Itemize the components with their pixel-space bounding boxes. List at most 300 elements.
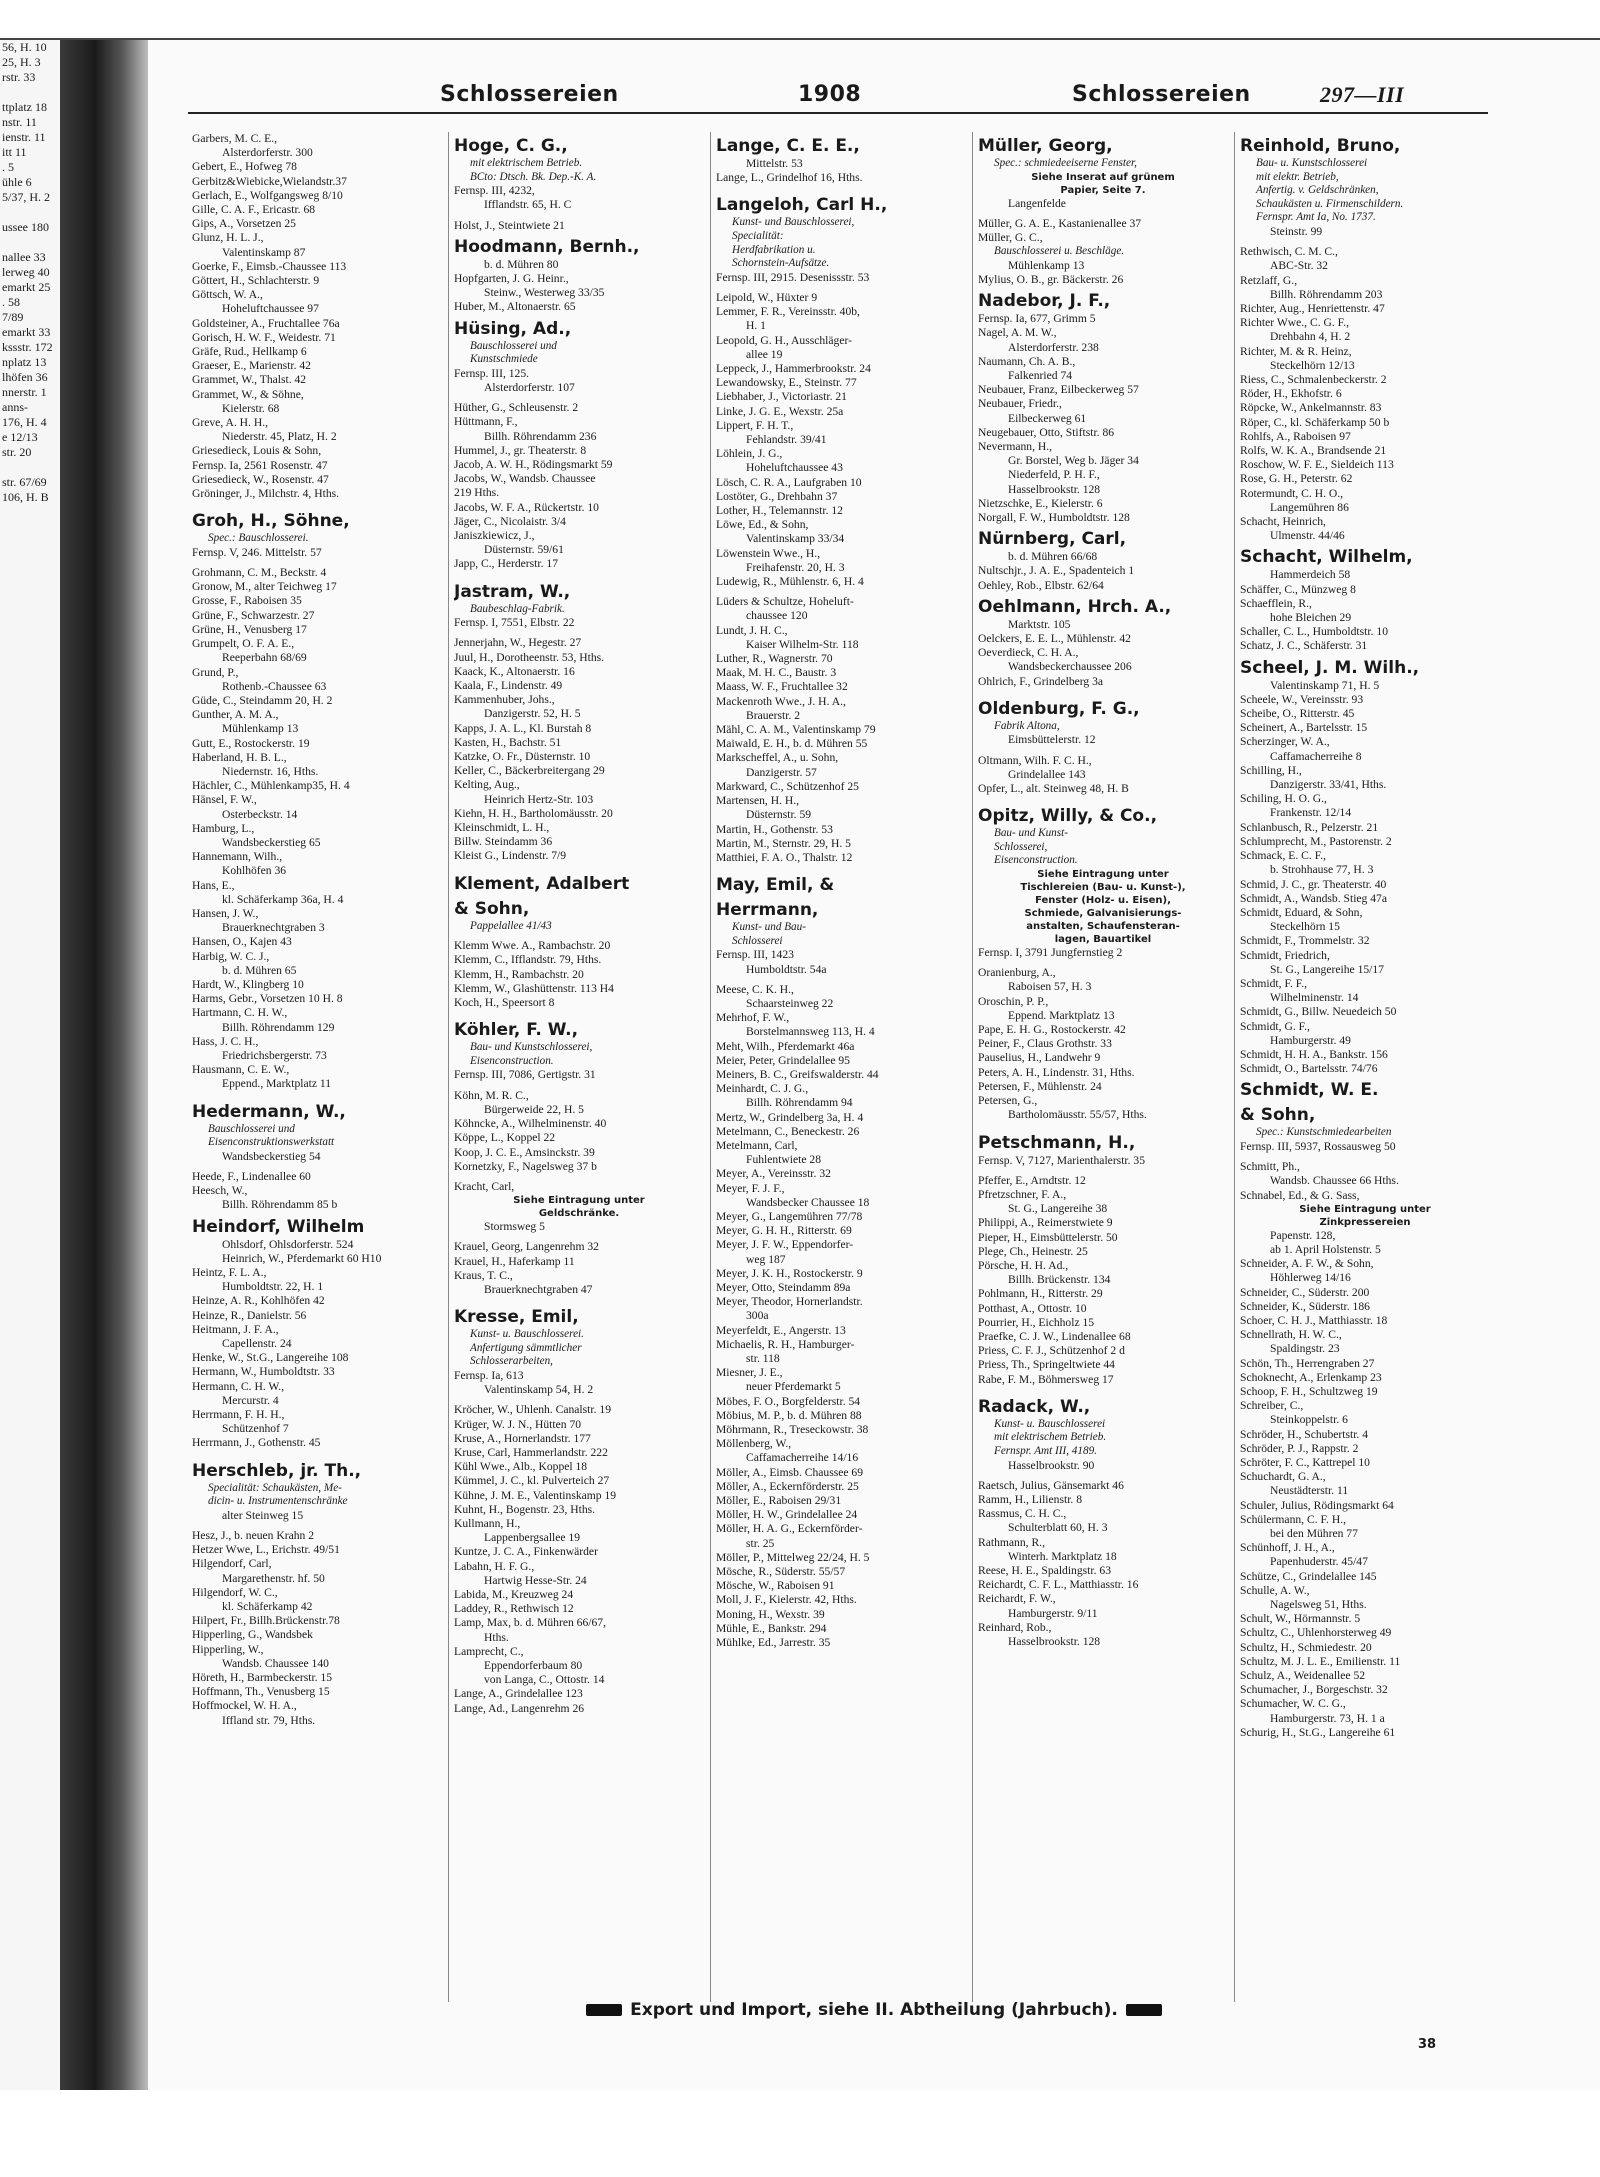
directory-entry: Meyer, Otto, Steindamm 89a	[716, 1280, 851, 1294]
directory-entry: Köhncke, A., Wilhelminenstr. 40	[454, 1117, 607, 1131]
directory-entry: Juul, H., Dorotheenstr. 53, Hths.	[454, 650, 605, 664]
directory-entry: Schütze, C., Grindelallee 145	[1240, 1569, 1377, 1583]
prev-page-fragment	[0, 460, 60, 475]
directory-entry: Krauel, Georg, Langenrehm 32	[454, 1240, 599, 1254]
firm-name-heading: Oldenburg, F. G.,	[978, 698, 1140, 719]
directory-entry: Fernsp. III, 125.	[454, 366, 530, 380]
entry-address-line: Hamburgerstr. 49	[1270, 1033, 1351, 1047]
column-4	[978, 132, 1228, 2002]
directory-entry: Schiling, H. O. G.,	[1240, 792, 1327, 806]
directory-entry: Oroschin, P. P.,	[978, 994, 1049, 1008]
directory-entry: Nevermann, H.,	[978, 440, 1053, 454]
footer-reference	[148, 2000, 1600, 2020]
firm-specialty: Baubeschlag-Fabrik.	[470, 602, 565, 615]
entry-address-line: Humboldtstr. 54a	[746, 962, 827, 976]
cross-reference-note: Papier, Seite 7.	[1060, 184, 1146, 196]
directory-entry: Schuler, Julius, Rödingsmarkt 64	[1240, 1498, 1394, 1512]
directory-entry: Fernsp. III, 1423	[716, 948, 794, 962]
entry-address-line: Danzigerstr. 57	[746, 765, 817, 779]
directory-entry: Krauel, H., Haferkamp 11	[454, 1254, 575, 1268]
directory-entry: Schumacher, W. C. G.,	[1240, 1697, 1346, 1711]
directory-entry: Holst, J., Steintwiete 21	[454, 218, 565, 232]
directory-entry: Hermann, C. H. W.,	[192, 1379, 285, 1393]
entry-address-line: Eilbeckerweg 61	[1008, 411, 1087, 425]
directory-entry: Schuchardt, G. A.,	[1240, 1470, 1326, 1484]
firm-name-heading: Hoge, C. G.,	[454, 136, 568, 156]
directory-entry: Möhrmann, R., Treseckowstr. 38	[716, 1423, 869, 1436]
directory-entry: Pape, E. H. G., Rostockerstr. 42	[978, 1023, 1126, 1037]
directory-entry: Schäffer, C., Münzweg 8	[1240, 582, 1356, 596]
entry-address-line: Friedrichsbergerstr. 73	[222, 1048, 327, 1062]
directory-entry: Leipold, W., Hüxter 9	[716, 290, 818, 304]
entry-address-line: Nagelsweg 51, Hths.	[1270, 1598, 1367, 1612]
directory-entry: Möller, A., Eimsb. Chaussee 69	[716, 1465, 864, 1479]
directory-entry: Mähl, C. A. M., Valentinskamp 79	[716, 723, 876, 737]
firm-name-heading: May, Emil, &	[716, 875, 835, 896]
firm-specialty: dicin- u. Instrumentenschränke	[208, 1495, 348, 1508]
directory-entry: Jacob, A. W. H., Rödingsmarkt 59	[454, 458, 613, 472]
directory-entry: Möbes, F. O., Borgfelderstr. 54	[716, 1394, 861, 1408]
directory-entry: Grohmann, C. M., Beckstr. 4	[192, 566, 327, 580]
directory-entry: Mösche, R., Süderstr. 55/57	[716, 1565, 846, 1579]
directory-entry: Schurig, H., St.G., Langereihe 61	[1240, 1725, 1396, 1739]
firm-specialty: Bau- u. Kunstschlosserei	[1256, 157, 1368, 169]
directory-entry: Reichardt, C. F. L., Matthiasstr. 16	[978, 1578, 1139, 1592]
firm-name-heading: Lange, C. E. E.,	[716, 136, 860, 156]
directory-entry: Fernsp. III, 4232,	[454, 184, 535, 198]
directory-entry: Mehrhof, F. W.,	[716, 1011, 790, 1025]
directory-entry: Gips, A., Vorsetzen 25	[192, 217, 296, 231]
entry-address-line: Wandsb. Chaussee 66 Hths.	[1270, 1174, 1399, 1188]
firm-name-heading: Köhler, F. W.,	[454, 1020, 579, 1041]
directory-entry: Hilgendorf, Carl,	[192, 1557, 272, 1571]
directory-entry: Schacht, Heinrich,	[1240, 515, 1326, 529]
firm-specialty: Spec.: Kunstschmiedearbeiten	[1256, 1126, 1392, 1139]
directory-entry: Kasten, H., Bachstr. 51	[454, 735, 562, 749]
entry-address-line: Danzigerstr. 33/41, Hths.	[1270, 778, 1387, 792]
prev-page-fragment: itt 11	[2, 145, 27, 159]
directory-entry: Rassmus, C. H. C.,	[978, 1507, 1067, 1521]
cross-reference-note: Siehe Inserat auf grünem	[1031, 171, 1175, 183]
directory-entry: Martensen, H. H.,	[716, 794, 800, 808]
directory-entry: Mühle, E., Bankstr. 294	[716, 1621, 827, 1635]
directory-entry: Schmidt, F., Trommelstr. 32	[1240, 934, 1370, 948]
firm-specialty: Specialität:	[732, 230, 784, 242]
entry-address-line: Valentinskamp 87	[222, 245, 306, 259]
directory-entry: Fernsp. V, 246. Mittelstr. 57	[192, 545, 322, 559]
firm-specialty: Bauschlosserei und	[470, 339, 557, 352]
entry-address-line: Caffamacherreihe 8	[1270, 749, 1362, 763]
directory-entry: Gerbitz&Wiebicke,Wielandstr.37	[192, 174, 347, 188]
directory-entry: Schünhoff, J. H., A.,	[1240, 1541, 1335, 1555]
firm-name-heading: Hedermann, W.,	[192, 1101, 346, 1122]
directory-entry: Richter, Aug., Henriettenstr. 47	[1240, 301, 1385, 315]
directory-entry: Oeverdieck, C. H. A.,	[978, 646, 1079, 660]
directory-entry: Grüne, H., Venusberg 17	[192, 622, 307, 636]
firm-specialty: Fabrik Altona,	[994, 719, 1060, 732]
directory-entry: Priess, C. F. J., Schützenhof 2 d	[978, 1344, 1125, 1358]
entry-address-line: Caffamacherreihe 14/16	[746, 1451, 859, 1465]
directory-entry: Hardt, W., Klingberg 10	[192, 977, 304, 991]
firm-specialty: Schaukästen u. Firmenschildern.	[1256, 197, 1404, 210]
directory-entry: Fernsp. I, 7551, Elbstr. 22	[454, 616, 575, 630]
entry-address-line: Wandsbecker Chaussee 18	[746, 1195, 870, 1209]
directory-entry: Schoer, C. H. J., Matthiasstr. 18	[1240, 1313, 1388, 1327]
entry-address-line: b. d. Mühren 65	[222, 963, 297, 977]
directory-entry: Meyer, Theodor, Hornerlandstr.	[716, 1295, 863, 1309]
directory-entry: Klemm, H., Rambachstr. 20	[454, 967, 584, 981]
directory-entry: Meyer, A., Vereinsstr. 32	[716, 1167, 831, 1181]
firm-specialty: Spec.: Bauschlosserei.	[208, 532, 309, 545]
directory-entry: Keller, C., Bäckerbreitergang 29	[454, 764, 605, 778]
directory-entry: Mertz, W., Grindelberg 3a, H. 4	[716, 1110, 864, 1124]
entry-address-line: Niederstr. 45, Platz, H. 2	[222, 430, 337, 444]
directory-entry: Scheele, W., Vereinsstr. 93	[1240, 692, 1364, 706]
prev-page-fragment: ttplatz 18	[2, 100, 47, 114]
entry-address-line: Papenhuderstr. 45/47	[1270, 1555, 1368, 1569]
entry-address-line: Fehlandstr. 39/41	[746, 433, 827, 447]
spacer	[716, 865, 966, 871]
entry-address-line: Alsterdorferstr. 238	[1008, 340, 1099, 354]
column-divider	[972, 132, 973, 2002]
prev-page-fragment: 5/37, H. 2	[2, 190, 50, 204]
entry-address-line: Valentinskamp 71, H. 5	[1270, 678, 1380, 692]
directory-entry: Meyer, J. K. H., Rostockerstr. 9	[716, 1266, 863, 1280]
entry-address-line: Rothenb.-Chaussee 63	[222, 679, 327, 693]
directory-entry: Peters, A. H., Lindenstr. 31, Hths.	[978, 1065, 1135, 1079]
directory-entry: Martin, H., Gothenstr. 53	[716, 822, 833, 836]
directory-entry: Schulz, A., Weidenallee 52	[1240, 1669, 1366, 1683]
directory-entry: Meiners, B. C., Greifswalderstr. 44	[716, 1067, 879, 1081]
entry-address-line: Frankenstr. 12/14	[1270, 806, 1352, 820]
firm-specialty: mit elektrischem Betrieb.	[470, 157, 583, 169]
entry-address-line: Spaldingstr. 23	[1270, 1342, 1340, 1356]
entry-address-line: Langemühren 86	[1270, 500, 1349, 514]
book-gutter	[60, 40, 148, 2090]
directory-entry: Hoffmann, Th., Venusberg 15	[192, 1685, 330, 1699]
directory-entry: Peiner, F., Claus Grothstr. 33	[978, 1037, 1112, 1051]
entry-address-line: Margarethenstr. hf. 50	[222, 1571, 325, 1585]
directory-entry: Meht, Wilh., Pferdemarkt 46a	[716, 1039, 855, 1053]
entry-address-line: St. G., Langereihe 15/17	[1270, 962, 1384, 976]
directory-entry: Lange, L., Grindelhof 16, Hths.	[716, 171, 863, 185]
entry-address-line: Winterh. Marktplatz 18	[1008, 1549, 1117, 1563]
directory-entry: Rathmann, R.,	[978, 1535, 1045, 1549]
entry-address-line: Hammerdeich 58	[1270, 568, 1351, 582]
directory-entry: Praefke, C. J. W., Lindenallee 68	[978, 1329, 1131, 1343]
entry-address-line: kl. Schäferkamp 36a, H. 4	[222, 892, 344, 906]
directory-entry: Reichardt, F. W.,	[978, 1592, 1056, 1606]
directory-entry: Rohlfs, A., Raboisen 97	[1240, 429, 1351, 443]
entry-address-line: Brauerstr. 2	[746, 708, 801, 722]
prev-page-fragment: e 12/13	[2, 430, 38, 444]
directory-entry: Lange, Ad., Langenrehm 26	[454, 1701, 585, 1715]
directory-entry: Labida, M., Kreuzweg 24	[454, 1587, 574, 1601]
entry-address-line: Alsterdorferstr. 107	[484, 381, 575, 394]
firm-specialty: Fernspr. Amt Ia, No. 1737.	[1256, 211, 1376, 224]
directory-entry: Oehley, Rob., Elbstr. 62/64	[978, 578, 1104, 592]
entry-address-line: Eppend. Marktplatz 13	[1008, 1008, 1115, 1022]
directory-entry: Kümmel, J. C., kl. Pulverteich 27	[454, 1474, 610, 1488]
entry-address-line: St. G., Langereihe 38	[1008, 1202, 1108, 1216]
directory-entry: Schultz, M. J. L. E., Emilienstr. 11	[1240, 1654, 1401, 1668]
entry-address-line: Mercurstr. 4	[222, 1393, 279, 1407]
directory-entry: Heintz, F. L. A.,	[192, 1266, 267, 1279]
directory-entry: Leppeck, J., Hammerbrookstr. 24	[716, 362, 871, 375]
directory-entry: Kornetzky, F., Nagelsweg 37 b	[454, 1159, 597, 1173]
spacer	[192, 1451, 442, 1457]
directory-entry: Meyer, J. F. W., Eppendorfer-	[716, 1238, 854, 1252]
entry-address-line: Billh. Röhrendamm 94	[746, 1096, 853, 1110]
directory-entry: Kiehn, H. H., Bartholomäusstr. 20	[454, 806, 613, 820]
directory-entry: Nultschjr., J. A. E., Spadenteich 1	[978, 564, 1135, 578]
entry-address-line: Bürgerweide 22, H. 5	[484, 1102, 584, 1116]
firm-specialty: Bauschlosserei und	[208, 1122, 295, 1135]
column-5	[1240, 132, 1490, 2002]
directory-entry: Liebhaber, J., Victoriastr. 21	[716, 390, 847, 404]
directory-entry: Mackenroth Wwe., J. H. A.,	[716, 694, 846, 708]
directory-entry: Hamburg, L.,	[192, 821, 255, 835]
entry-address-line: Wandsbeckerstieg 54	[222, 1149, 321, 1163]
directory-entry: Hänsel, F. W.,	[192, 793, 257, 807]
directory-entry: Schaller, C. L., Humboldtstr. 10	[1240, 625, 1388, 639]
prev-page-fragment: ühle 6	[2, 175, 32, 189]
prev-page-fragment: 106, H. B	[2, 490, 49, 504]
directory-entry: Moning, H., Wexstr. 39	[716, 1607, 825, 1621]
firm-specialty: BCto: Dtsch. Bk. Dep.-K. A.	[470, 170, 597, 183]
directory-entry: Güde, C., Steindamm 20, H. 2	[192, 693, 333, 707]
entry-address-line: Billh. Röhrendamm 236	[484, 429, 597, 443]
directory-entry: Gröninger, J., Milchstr. 4, Hths.	[192, 487, 340, 501]
directory-entry: Gräfe, Rud., Hellkamp 6	[192, 345, 307, 359]
firm-specialty: Pappelallee 41/43	[470, 919, 552, 932]
directory-entry: Fernsp. III, 2915. Desenissstr. 53	[716, 270, 870, 284]
directory-entry: Kullmann, H.,	[454, 1516, 521, 1530]
directory-entry: Möller, H. A. G., Eckernförder-	[716, 1522, 863, 1536]
prev-page-fragment: 25, H. 3	[2, 55, 41, 69]
prev-page-fragment: nstr. 11	[2, 115, 37, 129]
directory-entry: Retzlaff, G.,	[1240, 273, 1298, 287]
directory-entry: Fernsp. Ia, 613	[454, 1368, 524, 1382]
directory-entry: Meier, Peter, Grindelallee 95	[716, 1053, 850, 1067]
directory-entry: Pourrier, H., Eichholz 15	[978, 1315, 1095, 1329]
directory-entry: Jacobs, W., Wandsb. Chaussee	[454, 472, 596, 486]
directory-entry: Laddey, R., Rethwisch 12	[454, 1602, 574, 1616]
entry-address-line: Brauerknechtgraben 47	[484, 1282, 593, 1296]
entry-address-line: kl. Schäferkamp 42	[222, 1600, 313, 1614]
entry-address-line: Valentinskamp 54, H. 2	[484, 1383, 594, 1397]
firm-name-heading: Klement, Adalbert	[454, 873, 630, 894]
entry-address-line: Düsternstr. 59	[746, 808, 812, 822]
directory-entry: Löwe, Ed., & Sohn,	[716, 518, 809, 532]
page-number: 38	[1418, 2037, 1437, 2052]
firm-specialty: mit elektr. Betrieb,	[1256, 170, 1339, 183]
directory-entry: Griesedieck, Louis & Sohn,	[192, 444, 322, 458]
entry-address-line: Hasselbrookstr. 128	[1008, 1634, 1101, 1648]
entry-address-line: H. 1	[746, 319, 766, 333]
directory-entry: Hetzer Wwe, L., Erichstr. 49/51	[192, 1543, 340, 1557]
directory-entry: Heede, F., Lindenallee 60	[192, 1169, 311, 1183]
firm-specialty: Bau- und Kunst-	[994, 827, 1068, 840]
entry-address-line: Capellenstr. 24	[222, 1337, 292, 1351]
directory-entry: Schneider, C., Süderstr. 200	[1240, 1285, 1370, 1299]
directory-entry: Schnabel, Ed., & G. Sass,	[1240, 1188, 1360, 1202]
spacer	[454, 864, 704, 870]
directory-entry: Greve, A. H. H.,	[192, 416, 268, 430]
directory-entry: Möllenberg, W.,	[716, 1437, 792, 1451]
entry-address-line: Billh. Röhrendamm 203	[1270, 287, 1383, 301]
directory-entry: Neubauer, Friedr.,	[978, 397, 1062, 411]
prev-page-fragment: 7/89	[2, 310, 24, 324]
spacer	[192, 1092, 442, 1098]
entry-address-line: von Langa, C., Ottostr. 14	[484, 1673, 605, 1687]
firm-name-heading: Oehlmann, Hrch. A.,	[978, 596, 1172, 617]
prev-page-fragment: . 58	[2, 295, 20, 309]
directory-entry: Hummel, J., gr. Theaterstr. 8	[454, 443, 587, 457]
entry-address-line: Brauerknechtgraben 3	[222, 921, 325, 935]
firm-specialty: Eisenconstruction.	[994, 854, 1078, 867]
spacer	[978, 1387, 1228, 1393]
directory-entry: Schmidt, Eduard, & Sohn,	[1240, 905, 1363, 919]
directory-entry: Luther, R., Wagnerstr. 70	[716, 652, 833, 666]
directory-entry: Hansen, J. W.,	[192, 906, 259, 920]
directory-entry: Schmidt, F. F.,	[1240, 976, 1308, 990]
firm-name-heading: Hüsing, Ad.,	[454, 318, 572, 339]
directory-entry: Kleist G., Lindenstr. 7/9	[454, 849, 567, 863]
directory-entry: Gutt, E., Rostockerstr. 19	[192, 736, 310, 750]
directory-entry: Matthiei, F. A. O., Thalstr. 12	[716, 850, 853, 864]
directory-entry: Fernsp. I, 3791 Jungfernstieg 2	[978, 946, 1123, 960]
directory-entry: Japp, C., Herderstr. 17	[454, 557, 559, 571]
firm-specialty: Eisenconstruction.	[470, 1054, 554, 1067]
entry-address-line: Alsterdorferstr. 300	[222, 146, 313, 160]
entry-address-line: Wandsb. Chaussee 140	[222, 1656, 329, 1670]
firm-specialty: Kunst- u. Bauschlosserei.	[470, 1328, 584, 1341]
entry-address-line: Ulmenstr. 44/46	[1270, 529, 1345, 543]
cross-reference-note: Schmiede, Galvanisierungs-	[1024, 908, 1182, 920]
firm-name-heading: Heindorf, Wilhelm	[192, 1216, 365, 1237]
entry-address-line: Ifflandstr. 65, H. C	[484, 198, 572, 212]
firm-name-heading: Radack, W.,	[978, 1396, 1091, 1417]
entry-address-line: str. 25	[746, 1536, 775, 1550]
firm-name-heading: Herschleb, jr. Th.,	[192, 1460, 362, 1481]
entry-address-line: weg 187	[746, 1252, 786, 1266]
entry-address-line: Steinstr. 99	[1270, 224, 1323, 238]
entry-address-line: Fuhlentwiete 28	[746, 1153, 822, 1167]
firm-specialty: Kunst- und Bauschlosserei,	[732, 216, 855, 229]
directory-entry: Löwenstein Wwe., H.,	[716, 546, 821, 560]
directory-entry: Meese, C. K. H.,	[716, 982, 794, 996]
firm-name-heading: Scheel, J. M. Wilh.,	[1240, 657, 1420, 678]
directory-page	[148, 40, 1600, 2090]
directory-entry: Gronow, M., alter Teichweg 17	[192, 580, 337, 594]
entry-address-line: allee 19	[746, 347, 783, 361]
firm-specialty: Bauschlosserei u. Beschläge.	[994, 245, 1125, 258]
prev-page-fragment: nallee 33	[2, 250, 46, 264]
entry-address-line: Wandsbeckerchaussee 206	[1008, 660, 1132, 674]
entry-address-line: Papenstr. 128,	[1270, 1228, 1336, 1242]
directory-entry: Nagel, A. M. W.,	[978, 326, 1057, 340]
directory-entry: Hansen, O., Kajen 43	[192, 935, 292, 949]
directory-entry: Jäger, C., Nicolaistr. 3/4	[454, 514, 566, 528]
cross-reference-note: Zinkpressereien	[1319, 1216, 1411, 1228]
directory-entry: Haberland, H. B. L.,	[192, 750, 287, 764]
directory-entry: Kaack, K., Altonaerstr. 16	[454, 664, 575, 678]
directory-entry: Pohlmann, H., Ritterstr. 29	[978, 1287, 1103, 1301]
firm-specialty: Anfertigung sämmtlicher	[470, 1341, 582, 1354]
directory-entry: Schaefflein, R.,	[1240, 596, 1312, 610]
spacer	[454, 1010, 704, 1016]
directory-entry: Möbius, M. P., b. d. Mühren 88	[716, 1408, 862, 1422]
directory-entry: Petersen, F., Mühlenstr. 24	[978, 1079, 1102, 1093]
entry-address-line: Iffland str. 79, Hths.	[222, 1713, 316, 1727]
directory-entry: Möller, E., Raboisen 29/31	[716, 1494, 842, 1508]
directory-entry: Katzke, O. Fr., Düsternstr. 10	[454, 750, 591, 764]
entry-address-line: Freihafenstr. 20, H. 3	[746, 560, 845, 574]
prev-page-fragment: anns-	[2, 400, 28, 414]
directory-entry: Grosse, F., Raboisen 35	[192, 594, 302, 608]
entry-address-line: Hasselbrookstr. 128	[1008, 482, 1101, 496]
directory-entry: Plege, Ch., Heinestr. 25	[978, 1244, 1088, 1258]
entry-address-line: Humboldtstr. 22, H. 1	[222, 1280, 324, 1294]
directory-entry: Schnellrath, H. W. C.,	[1240, 1328, 1342, 1342]
prev-page-fragment: 56, H. 10	[2, 40, 47, 54]
directory-entry: Löhlein, J. G.,	[716, 447, 783, 461]
prev-page-fragment: ussee 180	[2, 220, 49, 234]
entry-address-line: Gr. Borstel, Weg b. Jäger 34	[1008, 454, 1139, 468]
directory-entry: Hopfgarten, J. G. Heinr.,	[454, 272, 569, 285]
directory-entry: Grammet, W., Thalst. 42	[192, 373, 307, 387]
directory-entry: Kraus, T. C.,	[454, 1268, 513, 1282]
header-right-title: Schlossereien	[1072, 82, 1251, 107]
directory-entry: Göttert, H., Schlachterstr. 9	[192, 274, 320, 288]
entry-address-line: Eimsbüttelerstr. 12	[1008, 733, 1096, 747]
firm-name-heading: Langeloh, Carl H.,	[716, 195, 888, 216]
directory-entry: Hipperling, W.,	[192, 1642, 264, 1656]
directory-entry: Kruse, Carl, Hammerlandstr. 222	[454, 1445, 608, 1459]
directory-entry: Lother, H., Telemannstr. 12	[716, 504, 843, 518]
directory-entry: Schröder, P. J., Rappstr. 2	[1240, 1441, 1359, 1455]
spacer	[454, 572, 704, 578]
directory-entry: Jacobs, W. F. A., Rückertstr. 10	[454, 500, 599, 514]
entry-address-line: Kielerstr. 68	[222, 401, 280, 415]
directory-entry: Neubauer, Franz, Eilbeckerweg 57	[978, 383, 1139, 397]
firm-specialty: Fernspr. Amt III, 4189.	[994, 1444, 1097, 1457]
firm-name-heading: Reinhold, Bruno,	[1240, 136, 1401, 156]
entry-address-line: Danzigerstr. 52, H. 5	[484, 707, 581, 721]
directory-entry: Kleinschmidt, L. H.,	[454, 821, 550, 835]
entry-address-line: Billh. Röhrendamm 129	[222, 1020, 335, 1034]
cross-reference-note: lagen, Bauartikel	[1054, 934, 1152, 946]
directory-entry: Maiwald, E. H., b. d. Mühren 55	[716, 737, 868, 751]
footer-text: Export und Import, siehe II. Abtheilung (Jahrbuch).	[630, 2000, 1118, 2020]
directory-entry: Koch, H., Speersort 8	[454, 996, 555, 1010]
prev-page-fragment	[0, 85, 60, 100]
firm-specialty: Bau- und Kunstschlosserei,	[470, 1041, 593, 1054]
entry-address-line: Grindelallee 143	[1008, 767, 1086, 781]
entry-address-line: neuer Pferdemarkt 5	[746, 1380, 841, 1394]
directory-entry: Oranienburg, A.,	[978, 966, 1056, 980]
directory-entry: Hartmann, C. H. W.,	[192, 1006, 288, 1020]
directory-entry: Mylius, O. B., gr. Bäckerstr. 26	[978, 273, 1124, 286]
directory-entry: 219 Hths.	[454, 486, 500, 500]
directory-entry: Schneider, K., Süderstr. 186	[1240, 1299, 1370, 1313]
entry-address-line: ab 1. April Holstenstr. 5	[1270, 1242, 1381, 1256]
firm-name-heading: Kresse, Emil,	[454, 1307, 579, 1328]
directory-entry: Grammet, W., & Söhne,	[192, 387, 304, 401]
directory-entry: Fernsp. III, 5937, Rossausweg 50	[1240, 1139, 1396, 1153]
directory-entry: Lüders & Schultze, Hoheluft-	[716, 595, 854, 609]
